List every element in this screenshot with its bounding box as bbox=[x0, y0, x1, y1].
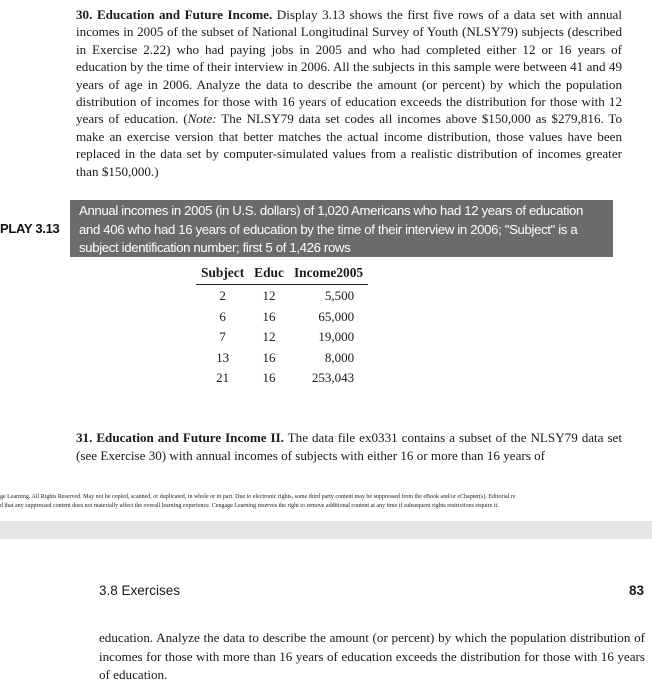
cell-subject: 2 bbox=[219, 288, 226, 303]
cell-income: 65,000 bbox=[318, 308, 355, 324]
table-row bbox=[196, 347, 368, 368]
exercise-30-body-1: Display 3.13 shows the first five rows of a data set with annual incomes in 2005 of the subset of National Longitudinal Survey of Youth (NLSY79) subjects (described in Exercise 2.22) who had paying jobs in 2005 and who had completed either 12 or 16 years of education by the time of their interview in 2006. All the subjects in this sample were between 41 and 49 years of age in 2006. Analyze the data to describe the amount (or percent) by which the population distribution of incomes for those with 16 years of education exceeds the distribution for those with 12 years of education. ( bbox=[76, 7, 622, 127]
display-caption: Annual incomes in 2005 (in U.S. dollars) of 1,020 Americans who had 12 years of education and 406 who had 16 years of education by the time of their interview in 2006; "Subject" is a subject identification number; first 5 of 1,426 rows bbox=[70, 200, 613, 257]
exercise-30-title: Education and Future Income. bbox=[96, 7, 273, 22]
cell-income: 253,043 bbox=[311, 370, 355, 385]
exercise-31 bbox=[76, 429, 622, 465]
page-footer bbox=[0, 583, 652, 603]
cell-subject: 13 bbox=[216, 349, 230, 365]
exercise-30-note-label: Note: bbox=[187, 111, 217, 127]
exercise-30-body-2: The NLSY79 data set codes all incomes above $150,000 as $279,816. To make an exercise version that better matches the actual income distribution, those values have been replaced in the data set by computer-simulated values from a realistic distribution of incomes greater than $150,000.) bbox=[76, 111, 623, 179]
section-title: 3.8 Exercises bbox=[99, 583, 181, 598]
display-3-13-header bbox=[0, 200, 613, 257]
copyright-line-1: ge Learning. All Rights Reserved. May not be copied, scanned, or duplicated, in whole or in part. Due to electronic rights, some third party content may be suppressed from the eBook and/or eChapter(s). Editorial re bbox=[0, 494, 516, 500]
table-row bbox=[196, 285, 368, 306]
cell-educ: 16 bbox=[262, 349, 276, 365]
column-header-subject: Subject bbox=[196, 265, 249, 285]
exercise-30 bbox=[76, 6, 622, 180]
exercise-31-title: Education and Future Income II. bbox=[96, 430, 284, 445]
table-row bbox=[196, 306, 368, 327]
cell-educ: 12 bbox=[262, 288, 276, 303]
cell-income: 5,500 bbox=[324, 288, 355, 303]
cell-subject: 6 bbox=[219, 308, 226, 324]
income-data-table bbox=[196, 265, 368, 388]
cell-subject: 7 bbox=[219, 329, 226, 344]
table-header-row bbox=[196, 265, 368, 285]
copyright-line-2: d that any suppressed content does not materially affect the overall learning experience. Cengage Learning reserves the right to remove additional content at any time if subsequent rights restrictions require it. bbox=[0, 502, 499, 509]
cell-educ: 16 bbox=[262, 308, 276, 324]
table-row bbox=[196, 367, 368, 388]
cell-subject: 21 bbox=[216, 370, 230, 385]
exercise-30-number: 30. bbox=[76, 7, 93, 22]
cell-income: 8,000 bbox=[324, 349, 355, 365]
page-break bbox=[0, 521, 652, 539]
column-header-income2005: Income2005 bbox=[289, 265, 368, 285]
column-header-educ: Educ bbox=[249, 265, 289, 285]
table-row bbox=[196, 326, 368, 347]
copyright-notice bbox=[0, 493, 652, 510]
cell-income: 19,000 bbox=[318, 329, 355, 344]
display-label: PLAY 3.13 bbox=[0, 200, 68, 257]
page-number: 83 bbox=[628, 583, 644, 598]
cell-educ: 16 bbox=[262, 370, 276, 385]
cell-educ: 12 bbox=[262, 329, 276, 344]
exercise-31-continuation: education. Analyze the data to describe the amount (or percent) by which the population distribution of incomes for those with more than 16 years of education exceeds the distribution for those with 16 years of education. bbox=[99, 630, 645, 682]
exercise-31-body: The data file ex0331 contains a subset of the NLSY79 data set (see Exercise 30) with annual incomes of subjects with either 16 or more than 16 years of bbox=[76, 430, 622, 463]
exercise-31-number: 31. bbox=[76, 430, 93, 445]
